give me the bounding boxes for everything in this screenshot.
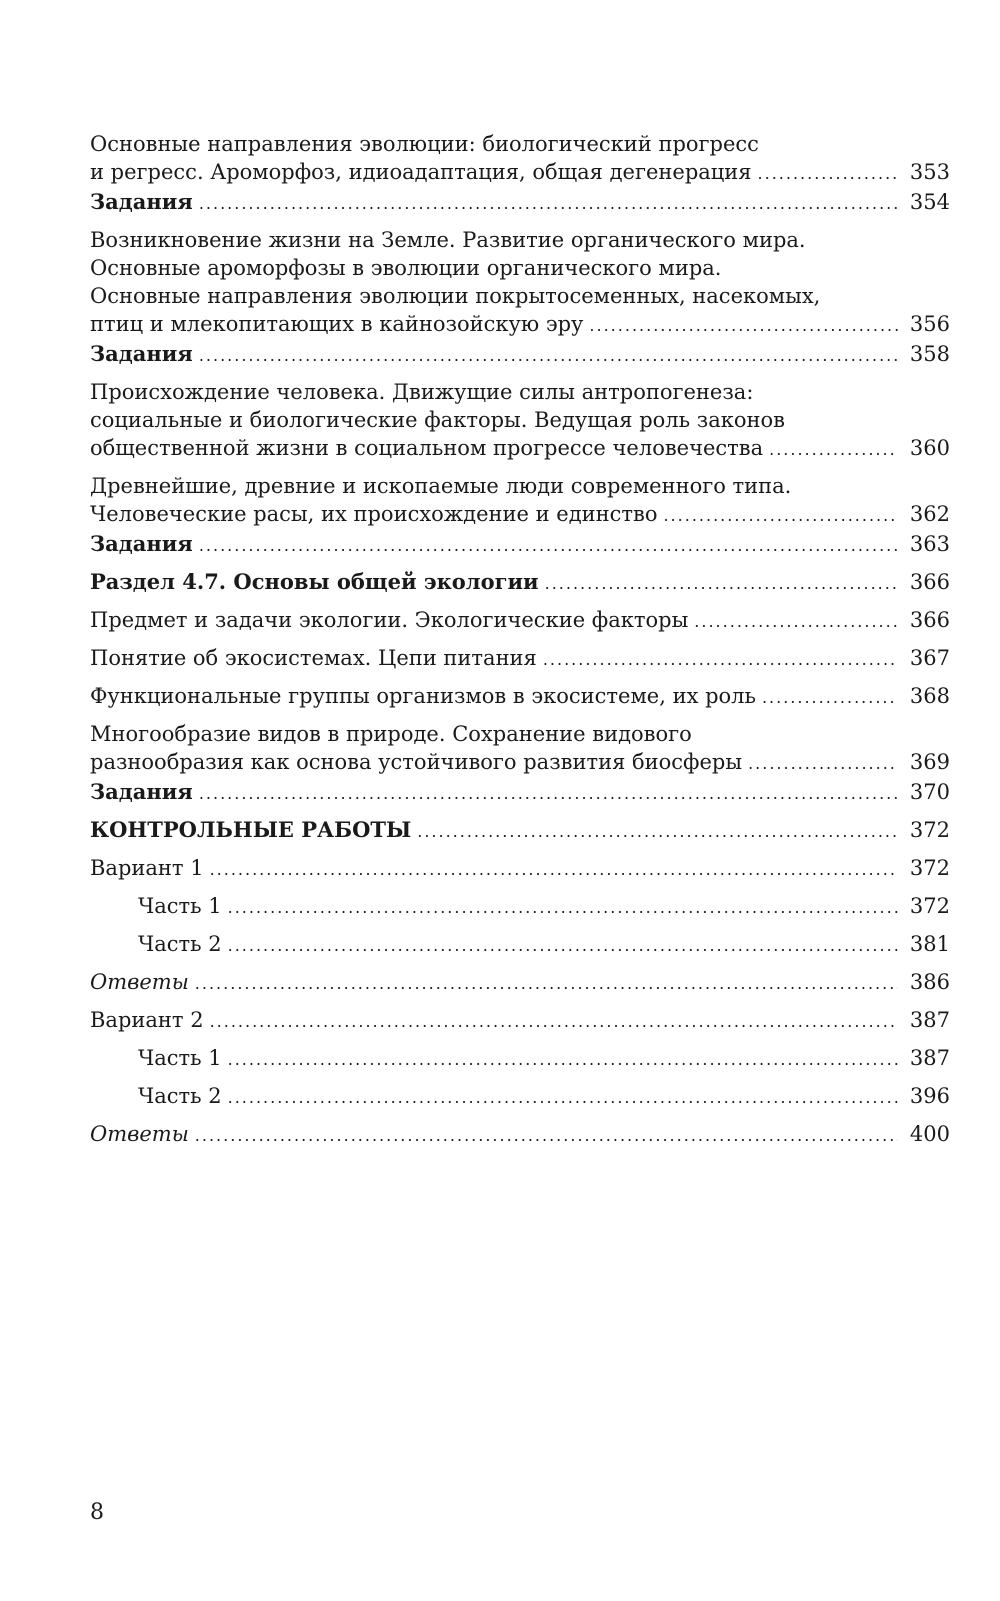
- toc-entry-line: Происхождение человека. Движущие силы антропогенеза:: [90, 380, 754, 404]
- toc-page-number: 354: [909, 190, 950, 214]
- toc-entry-title: Часть 1: [138, 894, 222, 918]
- toc-page-number: 358: [909, 342, 950, 366]
- toc-entry-title: Задания: [90, 531, 193, 556]
- toc-entry-tasks: [90, 530, 950, 560]
- toc-entry-functional-groups: [90, 682, 950, 712]
- toc-entry-title: Вариант 1: [90, 856, 204, 880]
- toc-page-number: 369: [909, 750, 950, 774]
- toc-entry-variant-2: [90, 1006, 950, 1036]
- toc-entry-evolution-directions: [90, 130, 950, 188]
- dot-leader: [210, 1008, 898, 1036]
- toc-entry-leader: [90, 816, 950, 846]
- toc-page-number: 396: [909, 1084, 950, 1108]
- toc-page-number: 372: [909, 856, 950, 880]
- page-number: 8: [90, 1500, 104, 1525]
- toc-entry-leader: [138, 1044, 950, 1074]
- toc-page-number: 372: [909, 894, 950, 918]
- dot-leader: [199, 342, 898, 370]
- toc-entry-tasks: [90, 778, 950, 808]
- toc-entry-leader: [90, 1006, 950, 1036]
- toc-page-number: 366: [909, 608, 950, 632]
- toc-page-number: 381: [909, 932, 950, 956]
- toc-entry-line: Древнейшие, древние и ископаемые люди современного типа.: [90, 474, 792, 498]
- toc-entry-answers: [90, 1120, 950, 1150]
- toc-entry-title: Задания: [90, 189, 193, 214]
- toc-entry-ecology-subject: [90, 606, 950, 636]
- toc-page-number: 400: [909, 1122, 950, 1146]
- toc-entry-title: Ответы: [90, 970, 189, 994]
- toc-entry-title: общественной жизни в социальном прогрессе человечества: [90, 436, 764, 460]
- toc-entry-tasks: [90, 340, 950, 370]
- toc-entry-title: Функциональные группы организмов в экосистеме, их роль: [90, 684, 756, 708]
- toc-entry-leader: [90, 530, 950, 560]
- toc-entry-title: и регресс. Ароморфоз, идиоадаптация, общая дегенерация: [90, 160, 752, 184]
- table-of-contents: [90, 130, 950, 1158]
- toc-entry-line: Многообразие видов в природе. Сохранение видового: [90, 722, 692, 746]
- toc-entry-ancient-people: [90, 472, 950, 530]
- toc-entry-leader: [90, 644, 950, 674]
- toc-entry-part-2: [90, 1082, 950, 1112]
- dot-leader: [199, 190, 898, 218]
- toc-entry-title: Понятие об экосистемах. Цепи питания: [90, 646, 537, 670]
- dot-leader: [543, 646, 898, 674]
- toc-entry-origin-of-life: [90, 226, 950, 340]
- toc-page-number: 367: [909, 646, 950, 670]
- toc-entry-leader: [90, 682, 950, 712]
- dot-leader: [758, 160, 898, 188]
- toc-entry-tasks: [90, 188, 950, 218]
- toc-entry-biodiversity: [90, 720, 950, 778]
- toc-entry-leader: [138, 930, 950, 960]
- toc-entry-title: Человеческие расы, их происхождение и единство: [90, 502, 658, 526]
- toc-entry-ecosystems: [90, 644, 950, 674]
- dot-leader: [228, 1084, 898, 1112]
- toc-entry-leader: [90, 1120, 950, 1150]
- toc-entry-leader: [90, 568, 950, 598]
- toc-entry-part-1: [90, 1044, 950, 1074]
- toc-entry-title: Раздел 4.7. Основы общей экологии: [90, 569, 539, 594]
- toc-entry-line: Основные направления эволюции покрытосеменных, насекомых,: [90, 284, 821, 308]
- toc-entry-leader: [90, 606, 950, 636]
- toc-entry-title: разнообразия как основа устойчивого развития биосферы: [90, 750, 743, 774]
- toc-entry-leader: [90, 778, 950, 808]
- dot-leader: [762, 684, 898, 712]
- toc-entry-control-works: [90, 816, 950, 846]
- toc-entry-title: Вариант 2: [90, 1008, 204, 1032]
- toc-entry-leader: [90, 340, 950, 370]
- toc-entry-line: Возникновение жизни на Земле. Развитие органического мира.: [90, 228, 806, 252]
- toc-entry-line: Основные направления эволюции: биологический прогресс: [90, 132, 759, 156]
- toc-page-number: 360: [909, 436, 950, 460]
- toc-page-number: 387: [909, 1008, 950, 1032]
- dot-leader: [199, 780, 898, 808]
- toc-entry-title: КОНТРОЛЬНЫЕ РАБОТЫ: [90, 817, 412, 842]
- toc-entry-leader: [90, 158, 950, 188]
- dot-leader: [417, 818, 898, 846]
- toc-entry-title: Предмет и задачи экологии. Экологические факторы: [90, 608, 689, 632]
- toc-entry-title: Задания: [90, 341, 193, 366]
- toc-page-number: 366: [909, 570, 950, 594]
- dot-leader: [195, 1122, 898, 1150]
- toc-entry-line: социальные и биологические факторы. Ведущая роль законов: [90, 408, 785, 432]
- toc-entry-leader: [90, 434, 950, 464]
- toc-entry-line: Основные ароморфозы в эволюции органического мира.: [90, 256, 722, 280]
- toc-entry-part-1: [90, 892, 950, 922]
- toc-page-number: 363: [909, 532, 950, 556]
- toc-entry-title: Часть 1: [138, 1046, 222, 1070]
- toc-page-number: 362: [909, 502, 950, 526]
- toc-entry-variant-1: [90, 854, 950, 884]
- toc-entry-title: Часть 2: [138, 932, 222, 956]
- dot-leader: [769, 436, 898, 464]
- toc-entry-leader: [138, 1082, 950, 1112]
- toc-entry-leader: [90, 500, 950, 530]
- toc-entry-leader: [90, 310, 950, 340]
- dot-leader: [210, 856, 898, 884]
- toc-entry-leader: [138, 892, 950, 922]
- toc-entry-section-4-7: [90, 568, 950, 598]
- toc-entry-leader: [90, 188, 950, 218]
- toc-entry-leader: [90, 748, 950, 778]
- dot-leader: [228, 932, 898, 960]
- toc-entry-human-origin: [90, 378, 950, 464]
- toc-entry-part-2: [90, 930, 950, 960]
- toc-page-number: 372: [909, 818, 950, 842]
- toc-entry-title: Часть 2: [138, 1084, 222, 1108]
- dot-leader: [694, 608, 898, 636]
- toc-page-number: 353: [909, 160, 950, 184]
- dot-leader: [748, 750, 898, 778]
- toc-page-number: 386: [909, 970, 950, 994]
- dot-leader: [589, 312, 898, 340]
- toc-entry-title: Ответы: [90, 1122, 189, 1146]
- dot-leader: [199, 532, 898, 560]
- toc-entry-leader: [90, 854, 950, 884]
- toc-page-number: 356: [909, 312, 950, 336]
- toc-entry-answers: [90, 968, 950, 998]
- dot-leader: [663, 502, 898, 530]
- dot-leader: [228, 894, 898, 922]
- toc-entry-leader: [90, 968, 950, 998]
- dot-leader: [228, 1046, 898, 1074]
- toc-page-number: 387: [909, 1046, 950, 1070]
- toc-page-number: 368: [909, 684, 950, 708]
- toc-entry-title: Задания: [90, 779, 193, 804]
- dot-leader: [195, 970, 898, 998]
- dot-leader: [545, 570, 898, 598]
- toc-page-number: 370: [909, 780, 950, 804]
- toc-entry-title: птиц и млекопитающих в кайнозойскую эру: [90, 312, 584, 336]
